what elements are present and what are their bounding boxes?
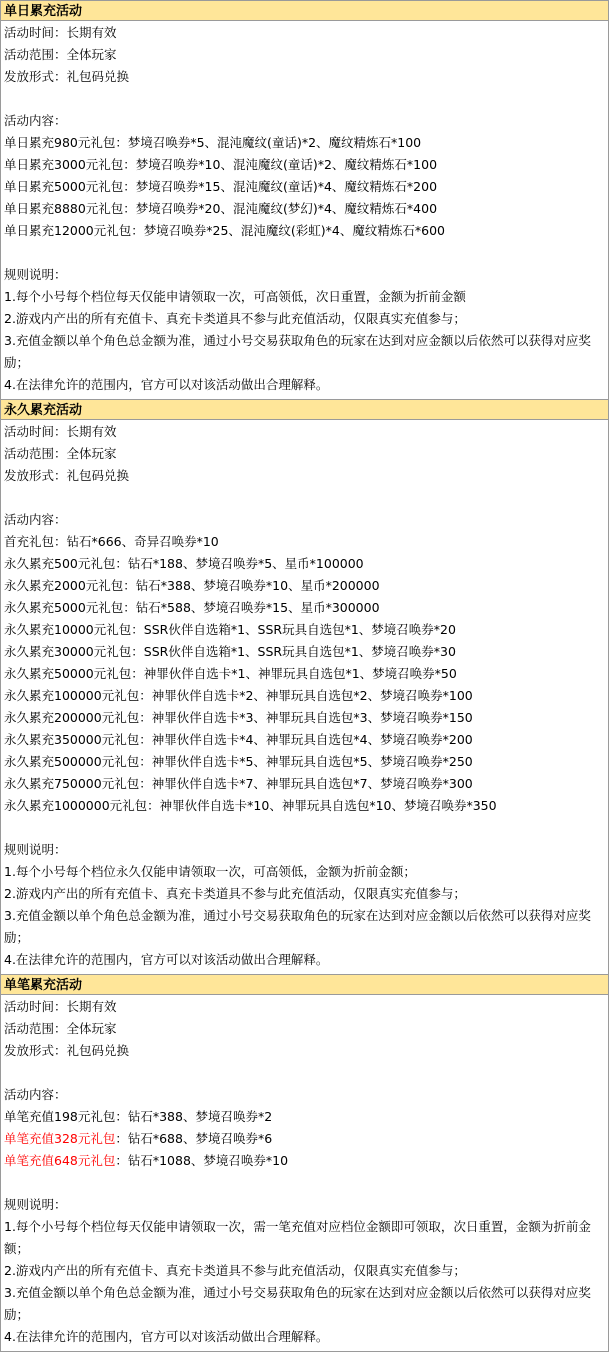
spacer: [4, 1062, 604, 1084]
reward-item: 永久累充2000元礼包：钻石*388、梦境召唤券*10、星币*200000: [4, 578, 380, 593]
reward-item: 永久累充500000元礼包：神罪伙伴自选卡*5、神罪玩具自选包*5、梦境召唤券*250: [4, 754, 473, 769]
reward-item: 永久累充500元礼包：钻石*188、梦境召唤券*5、星币*100000: [4, 556, 364, 571]
reward-item: 单日累充8880元礼包：梦境召唤券*20、混沌魔纹(梦幻)*4、魔纹精炼石*400: [4, 201, 438, 216]
reward-item: 单日累充3000元礼包：梦境召唤券*10、混沌魔纹(童话)*2、魔纹精炼石*100: [4, 157, 438, 172]
content-label: 活动内容：: [4, 512, 67, 527]
reward-item: 永久累充200000元礼包：神罪伙伴自选卡*3、神罪玩具自选包*3、梦境召唤券*150: [4, 710, 473, 725]
activity-scope: 活动范围：全体玩家: [4, 446, 117, 461]
rule-item: 1.每个小号每个档位永久仅能申请领取一次，可高领低，金额为折前金额；: [4, 864, 416, 879]
rule-item: 1.每个小号每个档位每天仅能申请领取一次，可高领低，次日重置，金额为折前金额: [4, 289, 466, 304]
rules-label: 规则说明：: [4, 1197, 67, 1212]
activity-time: 活动时间：长期有效: [4, 424, 117, 439]
reward-item-name-highlighted: 单笔充值328元礼包: [4, 1131, 116, 1146]
reward-item-detail: ：钻石*688、梦境召唤券*6: [115, 1131, 273, 1146]
reward-item-name: 单笔充值198元礼包: [4, 1109, 116, 1124]
rule-item: 3.充值金额以单个角色总金额为准，通过小号交易获取角色的玩家在达到对应金额以后依然可以获得对应奖励；: [4, 1285, 591, 1322]
rule-item: 4.在法律允许的范围内，官方可以对该活动做出合理解释。: [4, 1329, 329, 1344]
section-title-permanent: 永久累充活动: [1, 399, 608, 420]
section-body-daily: [1, 21, 608, 399]
reward-item: 首充礼包：钻石*666、奇异召唤券*10: [4, 534, 219, 549]
reward-item: 单日累充5000元礼包：梦境召唤券*15、混沌魔纹(童话)*4、魔纹精炼石*200: [4, 179, 438, 194]
reward-item: 单日累充12000元礼包：梦境召唤券*25、混沌魔纹(彩虹)*4、魔纹精炼石*600: [4, 223, 445, 238]
activity-time: 活动时间：长期有效: [4, 25, 117, 40]
rule-item: 4.在法律允许的范围内，官方可以对该活动做出合理解释。: [4, 952, 329, 967]
activity-form: 发放形式：礼包码兑换: [4, 1043, 130, 1058]
rule-item: 2.游戏内产出的所有充值卡、真充卡类道具不参与此充值活动，仅限真实充值参与；: [4, 1263, 466, 1278]
reward-item: [4, 1150, 604, 1172]
spacer: [4, 487, 604, 509]
activity-scope: 活动范围：全体玩家: [4, 1021, 117, 1036]
section-body-permanent: [1, 420, 608, 974]
reward-item: 永久累充50000元礼包：神罪伙伴自选卡*1、神罪玩具自选包*1、梦境召唤券*50: [4, 666, 457, 681]
section-title-single: 单笔累充活动: [1, 974, 608, 995]
rules-label: 规则说明：: [4, 842, 67, 857]
reward-item: 永久累充30000元礼包：SSR伙伴自选箱*1、SSR玩具自选包*1、梦境召唤券*30: [4, 644, 456, 659]
rule-item: 4.在法律允许的范围内，官方可以对该活动做出合理解释。: [4, 377, 329, 392]
reward-item: 永久累充100000元礼包：神罪伙伴自选卡*2、神罪玩具自选包*2、梦境召唤券*100: [4, 688, 473, 703]
content-label: 活动内容：: [4, 113, 67, 128]
reward-item: 永久累充10000元礼包：SSR伙伴自选箱*1、SSR玩具自选包*1、梦境召唤券*20: [4, 622, 456, 637]
activity-form: 发放形式：礼包码兑换: [4, 468, 130, 483]
reward-item-name-highlighted: 单笔充值648元礼包: [4, 1153, 116, 1168]
reward-item: [4, 1128, 604, 1150]
rule-item: 3.充值金额以单个角色总金额为准，通过小号交易获取角色的玩家在达到对应金额以后依然可以获得对应奖励；: [4, 908, 591, 945]
activity-scope: 活动范围：全体玩家: [4, 47, 117, 62]
reward-item: 永久累充5000元礼包：钻石*588、梦境召唤券*15、星币*300000: [4, 600, 380, 615]
activity-form: 发放形式：礼包码兑换: [4, 69, 130, 84]
reward-item-detail: ：钻石*388、梦境召唤券*2: [115, 1109, 273, 1124]
section-body-single: [1, 995, 608, 1351]
spacer: [4, 1172, 604, 1194]
reward-item: [4, 1106, 604, 1128]
rule-item: 2.游戏内产出的所有充值卡、真充卡类道具不参与此充值活动，仅限真实充值参与；: [4, 311, 466, 326]
spacer: [4, 817, 604, 839]
rule-item: 1.每个小号每个档位每天仅能申请领取一次，需一笔充值对应档位金额即可领取，次日重置，金额为折前金额；: [4, 1219, 591, 1256]
reward-item: 永久累充350000元礼包：神罪伙伴自选卡*4、神罪玩具自选包*4、梦境召唤券*200: [4, 732, 473, 747]
activity-time: 活动时间：长期有效: [4, 999, 117, 1014]
reward-item-detail: ：钻石*1088、梦境召唤券*10: [115, 1153, 289, 1168]
reward-item: 永久累充750000元礼包：神罪伙伴自选卡*7、神罪玩具自选包*7、梦境召唤券*300: [4, 776, 473, 791]
content-label: 活动内容：: [4, 1087, 67, 1102]
reward-item: 单日累充980元礼包：梦境召唤券*5、混沌魔纹(童话)*2、魔纹精炼石*100: [4, 135, 422, 150]
rule-item: 3.充值金额以单个角色总金额为准，通过小号交易获取角色的玩家在达到对应金额以后依然可以获得对应奖励；: [4, 333, 591, 370]
rules-label: 规则说明：: [4, 267, 67, 282]
section-title-daily: 单日累充活动: [1, 0, 608, 21]
rule-item: 2.游戏内产出的所有充值卡、真充卡类道具不参与此充值活动，仅限真实充值参与；: [4, 886, 466, 901]
spacer: [4, 88, 604, 110]
reward-item: 永久累充1000000元礼包：神罪伙伴自选卡*10、神罪玩具自选包*10、梦境召唤券*350: [4, 798, 497, 813]
spacer: [4, 242, 604, 264]
